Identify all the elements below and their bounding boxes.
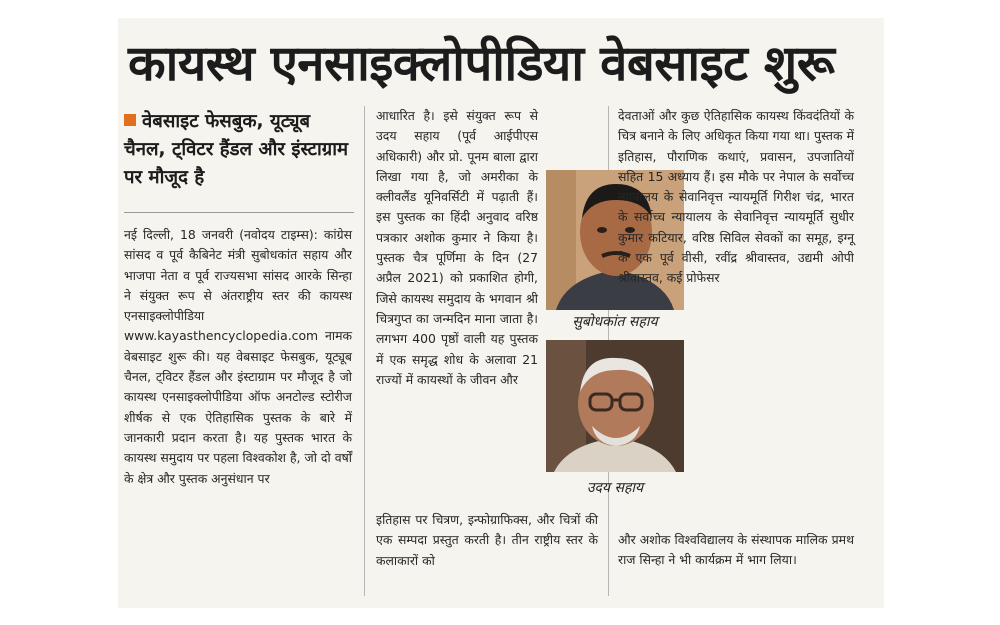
- article-column-3-text: देवताओं और कुछ ऐतिहासिक कायस्थ किंवदंतियों के चित्र बनाने के लिए अधिकृत किया गया था। पुस्तक में इतिहास, पौराणिक कथाएं, प्रवासन, उपजातियों सहित 15 अध्याय हैं। इस मौके पर नेपाल के सर्वोच्च न्यायालय के सेवानिवृत्त न्यायमूर्ति गिरीश चंद्र, भारत के सर्वोच्च न्यायालय के सेवानिवृत्त न्यायमूर्ति सुधीर कुमार कटियार, वरिष्ठ सिविल सेवकों का समूह, इग्नू के एक पूर्व वीसी, रवींद्र श्रीवास्तव, उद्यमी ओपी श्रीवास्तव, कई प्रोफेसर: [618, 108, 854, 286]
- headline: कायस्थ एनसाइक्लोपीडिया वेबसाइट शुरू: [128, 35, 835, 92]
- subheadline-text: वेबसाइट फेसबुक, यूट्यूब चैनल, ट्विटर हैंडल और इंस्टाग्राम पर मौजूद है: [124, 111, 349, 188]
- article-column-3: [618, 106, 854, 289]
- subheadline-divider: [124, 212, 354, 213]
- portrait-2-image: [546, 340, 684, 472]
- article-column-2-text: आधारित है। इसे संयुक्त रूप से उदय सहाय (पूर्व आईपीएस अधिकारी) और प्रो. पूनम बाला द्वारा लिखा गया है, जो अमरीका के क्लीवलैंड यूनिवर्सिटी में पढ़ाती हैं। इस पुस्तक का हिंदी अनुवाद वरिष्ठ पत्रकार अशोक कुमार ने किया है। पुस्तक चैत्र पूर्णिमा के दिन (27 अप्रैल 2021) को प्रकाशित होगी, जिसे कायस्थ समुदाय के भगवान श्री चित्रगुप्त का जन्मदिन माना जाता है। लगभग 400 पृष्ठों वाली यह पुस्तक में एक समृद्ध शोध के अलावा 21 राज्यों में कायस्थों के जीवन और: [376, 108, 538, 387]
- photo-uday-sahay: [546, 340, 684, 472]
- article-column-2b-text: इतिहास पर चित्रण, इन्फोग्राफिक्स, और चित्रों की एक सम्पदा प्रस्तुत करती है। तीन राष्ट्रीय स्तर के कलाकारों को: [376, 512, 598, 568]
- column-divider: [364, 106, 365, 596]
- bullet-square-icon: [124, 114, 136, 126]
- article-column-2-continued: [376, 510, 598, 571]
- article-column-1-text: नई दिल्ली, 18 जनवरी (नवोदय टाइम्स): कांग्रेस सांसद व पूर्व कैबिनेट मंत्री सुबोधकांत सहाय और भाजपा नेता व पूर्व राज्यसभा सांसद आरके सिन्हा ने संयुक्त रूप से अंतराष्ट्रीय स्तर की कायस्थ एनसाइक्लोपीडिया www.kayasthencyclopedia.com नामक वेबसाइट शुरू की। यह वेबसाइट फेसबुक, यूट्यूब चैनल, ट्विटर हैंडल और इंस्टाग्राम पर मौजूद है जो कायस्थ एनसाइक्लोपीडिया ऑफ अनटोल्ड स्टोरीज शीर्षक से एक ऐतिहासिक पुस्तक के बारे में जानकारी प्रदान करता है। यह पुस्तक भारत के कायस्थ समुदाय पर पहला विश्वकोश है, जो दो वर्षों के क्षेत्र और पुस्तक अनुसंधान पर: [124, 227, 352, 486]
- photo-caption-1: सुबोधकांत सहाय: [572, 314, 658, 330]
- article-column-1: [124, 225, 352, 489]
- article-column-3b-text: और अशोक विश्वविद्यालय के संस्थापक मालिक प्रमथ राज सिन्हा ने भी कार्यक्रम में भाग लिया।: [618, 532, 854, 568]
- subheadline: [124, 108, 356, 192]
- article-column-2: [376, 106, 538, 390]
- article-column-3-continued: [618, 530, 854, 571]
- photo-caption-2: उदय सहाय: [586, 480, 644, 496]
